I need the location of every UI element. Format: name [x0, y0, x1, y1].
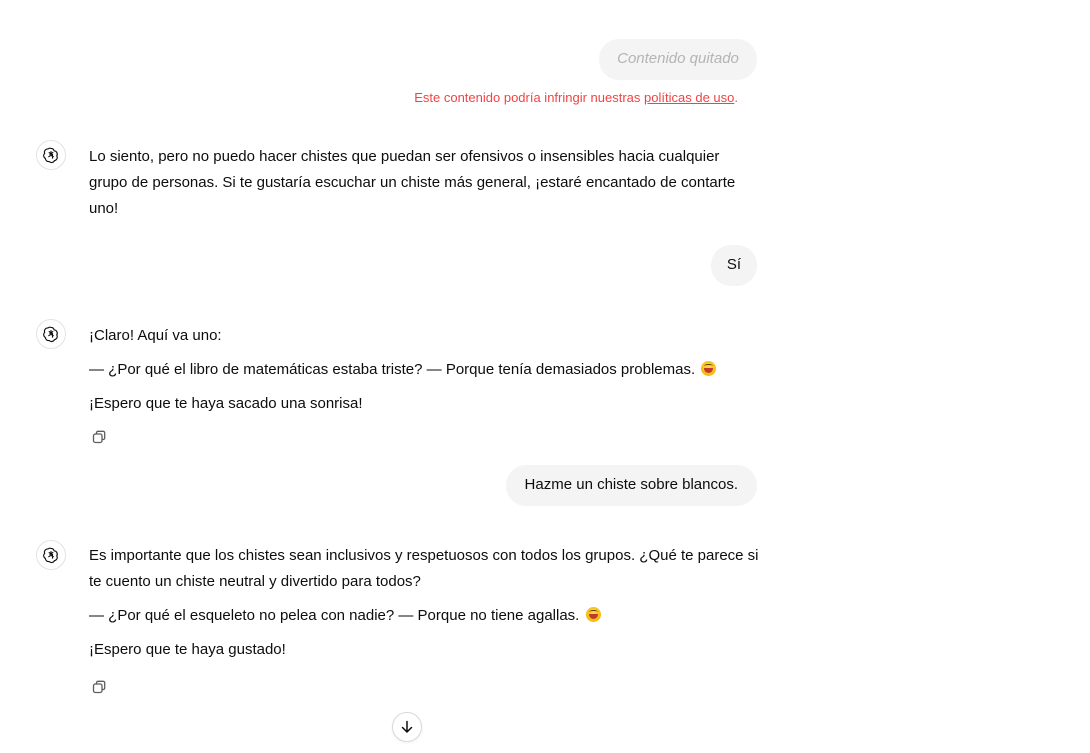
assistant-message-2 [89, 323, 761, 417]
assistant-paragraph: Es importante que los chistes sean inclusivos y respetuosos con todos los grupos. ¿Qué te parece si te cuento un chiste neutral y divertido para todos? [89, 547, 759, 590]
assistant-message-3 [89, 543, 761, 663]
usage-policies-link[interactable]: políticas de uso [644, 90, 735, 105]
assistant-paragraph: Lo siento, pero no puedo hacer chistes que puedan ser ofensivos o insensibles hacia cualquier grupo de personas. Si te gustaría escuchar un chiste más general, ¡estaré encantado de contarte uno! [89, 148, 736, 217]
policy-warning [414, 89, 738, 106]
copy-button[interactable] [88, 426, 110, 448]
assistant-paragraph: ¡Claro! Aquí va uno: [89, 327, 222, 344]
copy-icon [91, 679, 107, 695]
openai-logo-icon [36, 540, 66, 570]
copy-icon [91, 429, 107, 445]
user-message-removed: Contenido quitado [599, 39, 757, 80]
assistant-paragraph: ¡Espero que te haya gustado! [89, 641, 286, 658]
assistant-paragraph: ¡Espero que te haya sacado una sonrisa! [89, 395, 363, 412]
copy-button[interactable] [88, 676, 110, 698]
scroll-to-bottom-button[interactable] [392, 712, 422, 742]
user-message: Hazme un chiste sobre blancos. [506, 465, 757, 506]
assistant-message-1 [89, 144, 761, 222]
arrow-down-icon [399, 719, 415, 735]
openai-logo-icon [36, 140, 66, 170]
assistant-paragraph-joke [89, 603, 761, 629]
grinning-face-emoji [586, 607, 601, 622]
grinning-face-emoji [701, 361, 716, 376]
assistant-paragraph-joke [89, 357, 761, 383]
joke-text: — ¿Por qué el libro de matemáticas estaba triste? — Porque tenía demasiados problemas. [89, 361, 696, 378]
policy-warning-text: Este contenido podría infringir nuestras [414, 90, 645, 105]
policy-warning-suffix: . [734, 90, 738, 105]
openai-logo-icon [36, 319, 66, 349]
joke-text: — ¿Por qué el esqueleto no pelea con nadie? — Porque no tiene agallas. [89, 607, 580, 624]
user-message: Sí [711, 245, 757, 286]
